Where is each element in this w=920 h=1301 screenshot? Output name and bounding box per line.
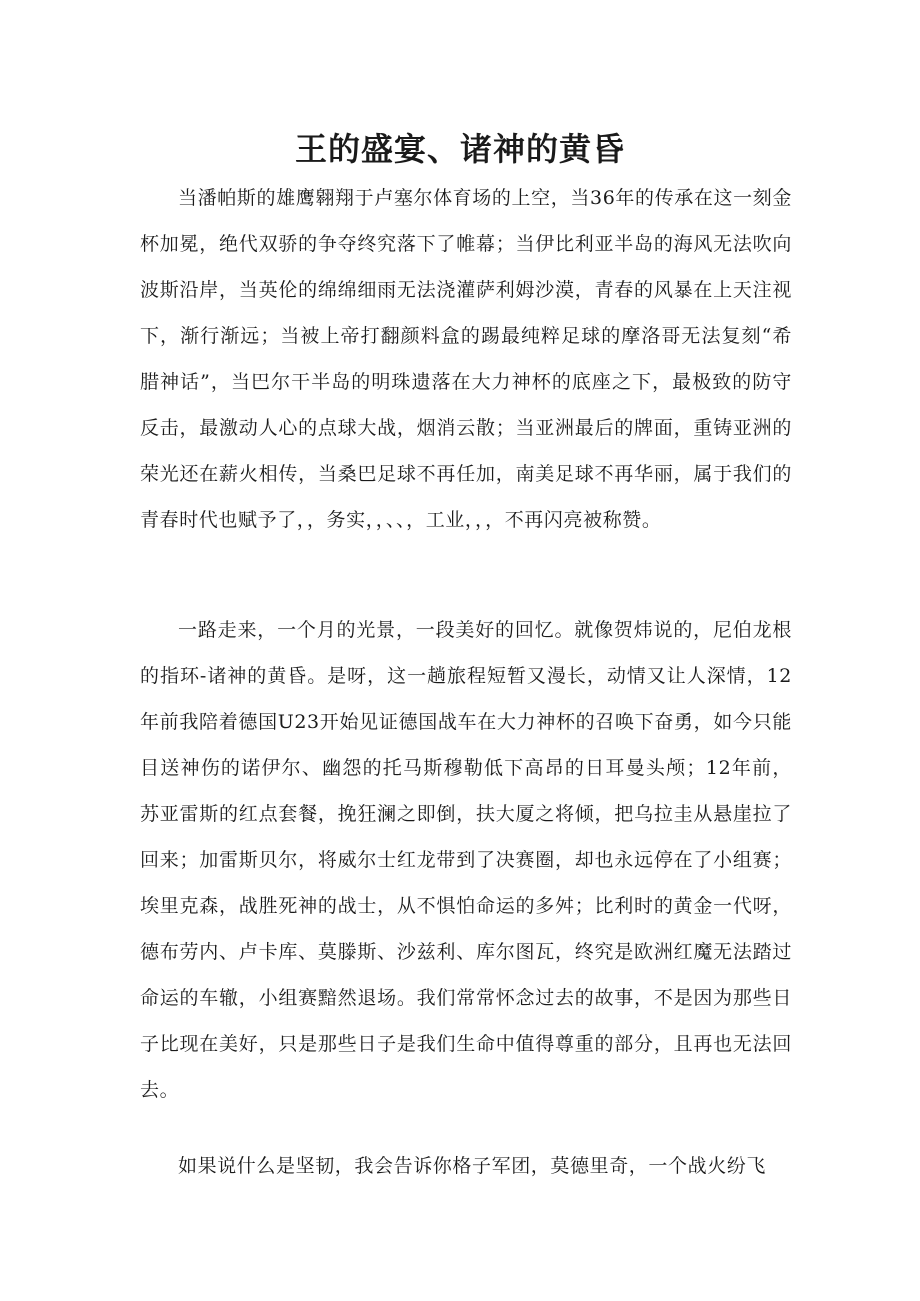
paragraph-1: 当潘帕斯的雄鹰翱翔于卢塞尔体育场的上空，当36年的传承在这一刻金杯加冕，绝代双骄的争夺终究落下了帷幕；当伊比利亚半岛的海风无法吹向波斯沿岸，当英伦的绵绵细雨无法浇灌萨利姆沙漠，青春的风暴在上天注视下，渐行渐远；当被上帝打翻颜料盒的踢最纯粹足球的摩洛哥无法复刻“希腊神话”，当巴尔干半岛的明珠遗落在大力神杯的底座之下，最极致的防守反击，最激动人心的点球大战，烟消云散；当亚洲最后的牌面，重铸亚洲的荣光还在薪火相传，当桑巴足球不再任加，南美足球不再华丽，属于我们的青春时代也赋予了，，务实，，、、，工业，，，不再闪亮被称赞。	[140, 187, 792, 531]
paragraph-2: 一路走来，一个月的光景，一段美好的回忆。就像贺炜说的，尼伯龙根的指环-诸神的黄昏。是呀，这一趟旅程短暂又漫长，动情又让人深情，12年前我陪着德国U23开始见证德国战车在大力神杯的召唤下奋勇，如今只能目送神伤的诺伊尔、幽怨的托马斯穆勒低下高昂的日耳曼头颅；12年前，苏亚雷斯的红点套餐，挽狂澜之即倒，扶大厦之将倾，把乌拉圭从悬崖拉了回来；加雷斯贝尔，将威尔士红龙带到了决赛圈，却也永远停在了小组赛；埃里克森，战胜死神的战士，从不惧怕命运的多舛；比利时的黄金一代呀，德布劳内、卢卡库、莫滕斯、沙兹利、库尔图瓦，终究是欧洲红魔无法踏过命运的车辙，小组赛黯然退场。我们常常怀念过去的故事，不是因为那些日子比现在美好，只是那些日子是我们生命中值得尊重的部分，且再也无法回去。	[140, 619, 792, 1101]
paragraph-3: 如果说什么是坚韧，我会告诉你格子军团，莫德里奇，一个战火纷飞	[178, 1155, 767, 1177]
document-title: 王的盛宴、诸神的黄昏	[294, 130, 625, 169]
